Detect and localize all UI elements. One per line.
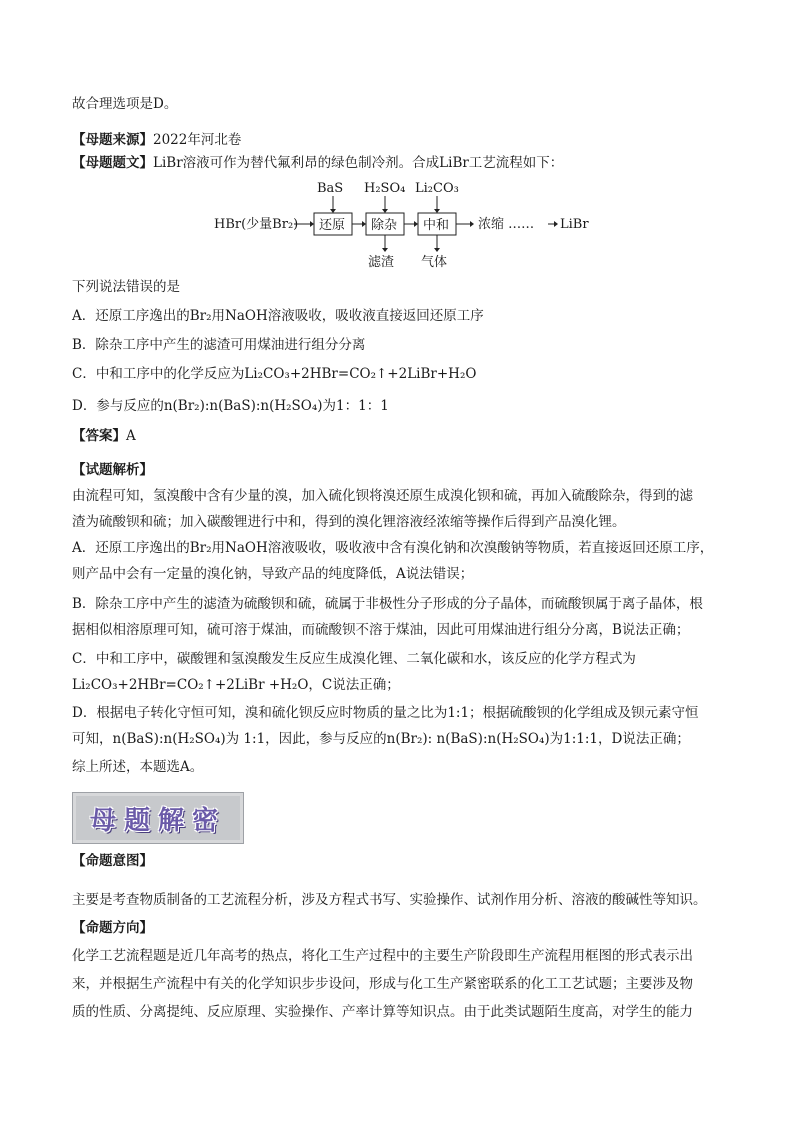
flow-arrowhead — [434, 248, 440, 252]
source-text: 2022年河北卷 — [153, 132, 242, 148]
flow-output-gas: 气体 — [421, 255, 448, 270]
top-line: 故合理选项是D。 — [72, 96, 178, 112]
flow-after: 浓缩 …… — [478, 217, 535, 232]
direction-line: 化学工艺流程题是近几年高考的热点，将化工生产过程中的主要生产阶段即生产流程用框图的形式表示出 — [72, 948, 693, 964]
question-text: LiBr溶液可作为替代氟利昂的绿色制冷剂。合成LiBr工艺流程如下： — [153, 155, 564, 171]
section-banner — [72, 792, 244, 844]
flow-step-purify: 除杂 — [371, 218, 398, 233]
analysis-line: 据相似相溶原理可知，硫可溶于煤油，而硫酸钡不溶于煤油，因此可用煤油进行组分分离，B说法正确； — [72, 622, 690, 638]
section-banner-text: 母题解密 — [89, 805, 226, 836]
question-label: 【母题题文】 — [72, 155, 153, 171]
flow-arrowhead — [382, 209, 388, 213]
flow-arrowhead — [470, 221, 474, 227]
answer-line — [72, 426, 722, 446]
analysis-line: 由流程可知，氢溴酸中含有少量的溴，加入硫化钡将溴还原生成溴化钡和硫，再加入硫酸除杂，得到的滤 — [72, 488, 693, 504]
flow-input-h2so4: H₂SO₄ — [364, 181, 406, 196]
flow-input-li2co3: Li₂CO₃ — [415, 181, 459, 196]
analysis-line: 则产品中会有一定量的溴化钠，导致产品的纯度降低，A说法错误； — [72, 566, 474, 582]
flow-arrowhead — [382, 248, 388, 252]
analysis-line: 可知，n(BaS):n(H₂SO₄)为 1:1，因此，参与反应的n(Br₂): n(BaS):n(H₂SO₄)为1:1:1，D说法正确； — [72, 731, 690, 747]
flow-output-residue: 滤渣 — [368, 255, 395, 270]
question-prompt: 下列说法错误的是 — [72, 279, 180, 295]
analysis-line: D．根据电子转化守恒可知，溴和硫化钡反应时物质的量之比为1:1；根据硫酸钡的化学组成及钡元素守恒 — [72, 705, 699, 721]
analysis-line: B．除杂工序中产生的滤渣为硫酸钡和硫，硫属于非极性分子形成的分子晶体，而硫酸钡属于离子晶体，根 — [72, 596, 703, 612]
flow-arrowhead — [554, 221, 558, 227]
analysis-line: C．中和工序中，碳酸锂和氢溴酸发生反应生成溴化锂、二氧化碳和水，该反应的化学方程式为 — [72, 651, 636, 667]
source-label: 【母题来源】 — [72, 132, 153, 148]
option-c: C．中和工序中的化学反应为Li₂CO₃+2HBr=CO₂↑+2LiBr+H₂O — [72, 366, 477, 382]
flow-end: LiBr — [560, 217, 589, 232]
direction-line: 质的性质、分离提纯、反应原理、实验操作、产率计算等知识点。由于此类试题陌生度高，对学生的能力 — [72, 1004, 693, 1020]
flow-arrowhead — [362, 221, 366, 227]
direction-line: 来，并根据生产流程中有关的化学知识步步设问，形成与化工生产紧密联系的化工工艺试题；主要涉及物 — [72, 976, 693, 992]
question-line — [72, 153, 722, 173]
process-flow-diagram — [214, 176, 614, 272]
direction-label: 【命题方向】 — [72, 920, 153, 936]
flow-step-reduce: 还原 — [319, 218, 346, 233]
analysis-line: A．还原工序逸出的Br₂用NaOH溶液吸收，吸收液中含有溴化钠和次溴酸钠等物质，若直接返回还原工序， — [72, 540, 714, 556]
intent-label: 【命题意图】 — [72, 853, 153, 869]
flow-arrowhead — [310, 221, 314, 227]
analysis-line: Li₂CO₃+2HBr=CO₂↑+2LiBr +H₂O，C说法正确； — [72, 677, 400, 693]
flow-arrowhead — [330, 209, 336, 213]
answer-text: A — [126, 428, 136, 444]
source-line — [72, 130, 722, 150]
option-b: B．除杂工序中产生的滤渣可用煤油进行组分分离 — [72, 337, 366, 353]
flow-start: HBr(少量Br₂) — [214, 217, 299, 232]
analysis-line: 渣为硫酸钡和硫；加入碳酸锂进行中和，得到的溴化锂溶液经浓缩等操作后得到产品溴化锂。 — [72, 514, 626, 530]
answer-label: 【答案】 — [72, 428, 126, 444]
analysis-line: 综上所述，本题选A。 — [72, 759, 204, 775]
option-d: D．参与反应的n(Br₂):n(BaS):n(H₂SO₄)为1：1：1 — [72, 398, 389, 414]
flow-arrowhead — [414, 221, 418, 227]
intent-text: 主要是考查物质制备的工艺流程分析，涉及方程式书写、实验操作、试剂作用分析、溶液的酸碱性等知识。 — [72, 892, 707, 908]
flow-arrowhead — [434, 209, 440, 213]
flow-step-neutralize: 中和 — [423, 218, 450, 233]
option-a: A．还原工序逸出的Br₂用NaOH溶液吸收，吸收液直接返回还原工序 — [72, 308, 484, 324]
analysis-label: 【试题解析】 — [72, 462, 153, 478]
flow-input-bas: BaS — [317, 181, 344, 196]
